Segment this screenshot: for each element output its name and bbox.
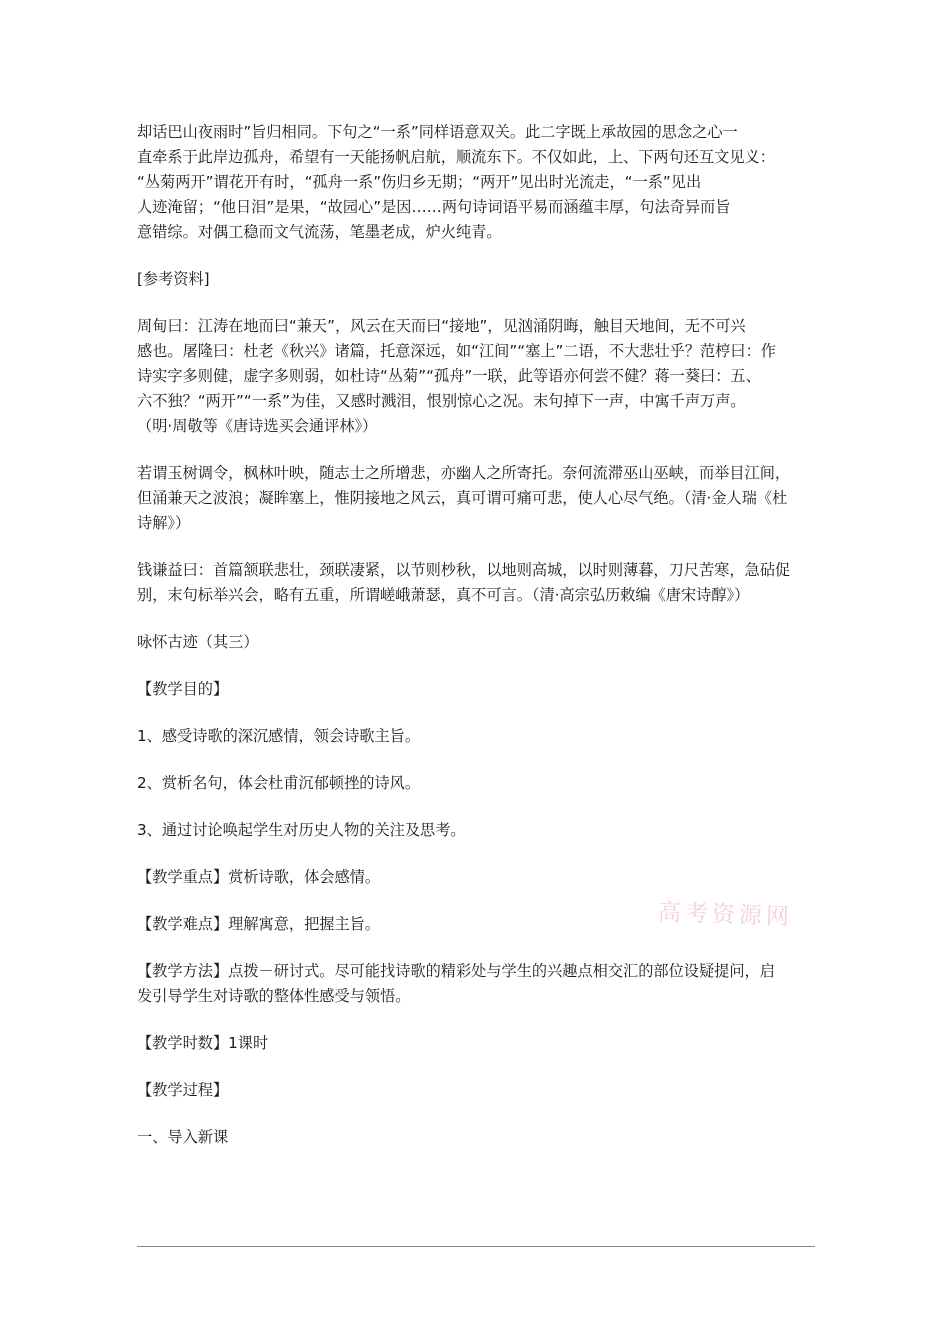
teaching-focus: [137, 865, 817, 890]
text-line: 但涌兼天之波浪；凝眸塞上，惟阴接地之风云，真可谓可痛可悲，使人心尽气绝。（清·金人瑞《杜: [137, 489, 788, 507]
text-line: 【教学方法】点拨－研讨式。尽可能找诗歌的精彩处与学生的兴趣点相交汇的部位设疑提问，启: [137, 962, 775, 980]
heading-teaching-process: [137, 1078, 817, 1103]
text-line: 3、通过讨论唤起学生对历史人物的关注及思考。: [137, 821, 466, 839]
text-line: 发引导学生对诗歌的整体性感受与领悟。: [137, 987, 411, 1005]
text-line: 一、导入新课: [137, 1128, 229, 1146]
goal-item-3: [137, 818, 817, 843]
text-line: 人迹淹留；“他日泪”是果，“故园心”是因……两句诗词语平易而涵蕴丰厚，句法奇异而旨: [137, 198, 731, 216]
lesson-title: [137, 630, 817, 655]
teaching-method: [137, 959, 817, 1009]
text-line: 六不独？“两开”“一系”为佳，又感时溅泪，恨别惊心之况。末句掉下一声，中寓千声万声。: [137, 392, 746, 410]
text-line: 直牵系于此岸边孤舟，希望有一天能扬帆启航，顺流东下。不仅如此，上、下两句还互文见义：: [137, 148, 775, 166]
text-line: 意错综。对偶工稳而文气流荡，笔墨老成，炉火纯青。: [137, 223, 502, 241]
text-line: 别，末句标举兴会，略有五重，所谓嵯峨萧瑟，真不可言。（清·高宗弘历敕编《唐宋诗醇》）: [137, 586, 750, 604]
footer-divider: [137, 1246, 815, 1247]
section-intro: [137, 1125, 817, 1150]
text-line: 诗解》）: [137, 514, 191, 532]
text-line: 【教学时数】1课时: [137, 1034, 269, 1052]
text-line: 【教学难点】理解寓意，把握主旨。: [137, 915, 380, 933]
text-line: “丛菊两开”谓花开有时，“孤舟一系”伤归乡无期；“两开”见出时光流走，“一系”见出: [137, 173, 702, 191]
text-line: 咏怀古迹（其三）: [137, 633, 259, 651]
paragraph-reference-zhou: [137, 314, 817, 439]
text-line: 周甸曰：江涛在地而曰“兼天”，风云在天而曰“接地”，见汹涌阴晦，触目天地间，无不可兴: [137, 317, 746, 335]
text-line: 钱谦益曰：首篇颔联悲壮，颈联凄紧，以节则杪秋，以地则高城，以时则薄暮，刀尺苦寒，急砧促: [137, 561, 791, 579]
text-line: [参考资料]: [137, 270, 210, 288]
watermark-logo: 高考资源网: [657, 899, 794, 931]
text-line: 感也。屠隆曰：杜老《秋兴》诸篇，托意深远，如“江间”“塞上”二语，不大悲壮乎？范梈曰：作: [137, 342, 776, 360]
goal-item-1: [137, 724, 817, 749]
text-line: 【教学过程】: [137, 1081, 229, 1099]
text-line: 【教学重点】赏析诗歌，体会感情。: [137, 868, 380, 886]
text-line: 诗实字多则健，虚字多则弱，如杜诗“丛菊”“孤舟”一联，此等语亦何尝不健？蒋一葵曰：五、: [137, 367, 761, 385]
section-heading-references: [137, 267, 817, 292]
text-line: 若谓玉树调令，枫林叶映，随志士之所增悲，亦幽人之所寄托。奈何流滞巫山巫峡，而举目江间，: [137, 464, 791, 482]
text-line: （明·周敬等《唐诗选买会通评林》）: [137, 417, 378, 435]
paragraph-reference-jin: [137, 461, 817, 536]
text-line: 2、赏析名句，体会杜甫沉郁顿挫的诗风。: [137, 774, 421, 792]
text-line: 却话巴山夜雨时”旨归相同。下句之“一系”同样语意双关。此二字既上承故园的思念之心一: [137, 123, 738, 141]
document-body: [137, 120, 817, 1150]
text-line: 1、感受诗歌的深沉感情，领会诗歌主旨。: [137, 727, 421, 745]
text-line: 【教学目的】: [137, 680, 229, 698]
heading-teaching-goals: [137, 677, 817, 702]
goal-item-2: [137, 771, 817, 796]
paragraph-commentary-continuation: [137, 120, 817, 245]
teaching-hours: [137, 1031, 817, 1056]
paragraph-reference-qian: [137, 558, 817, 608]
